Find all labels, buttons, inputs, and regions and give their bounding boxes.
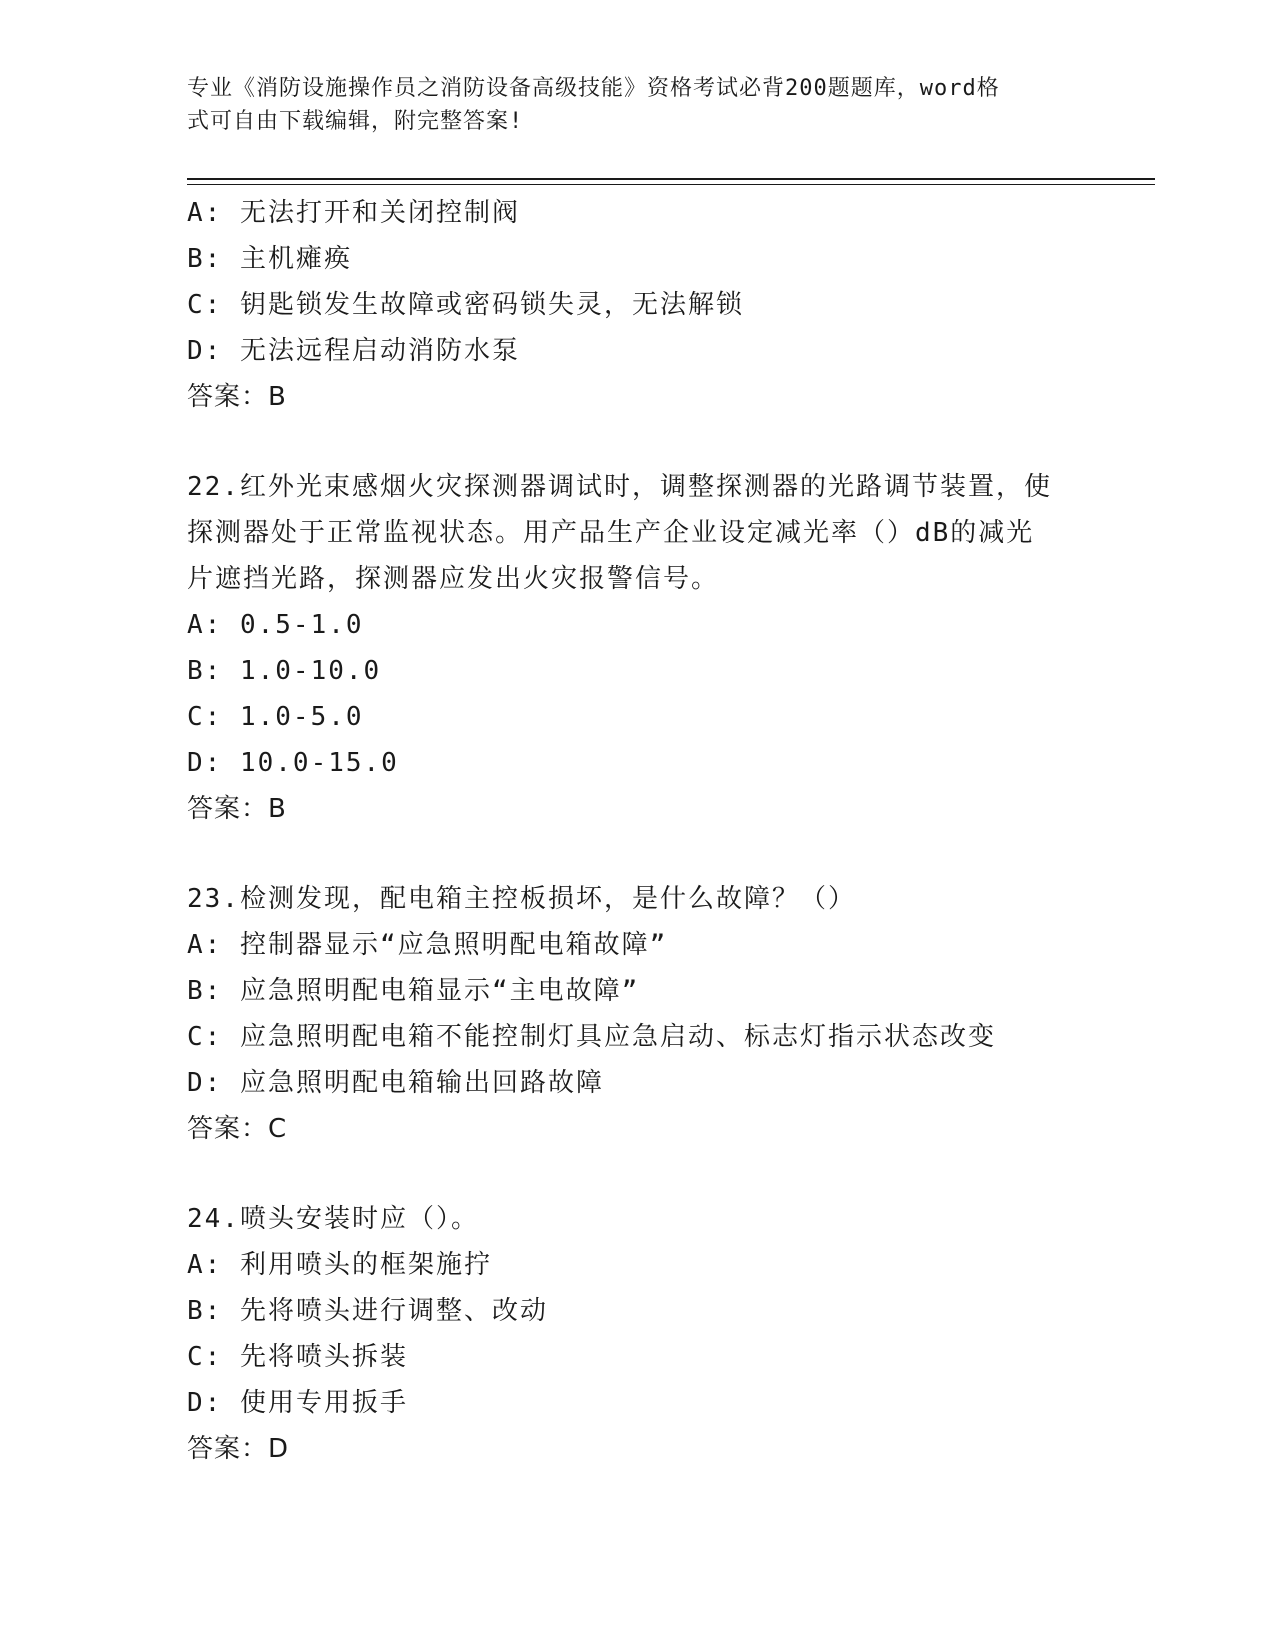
- option-b: B: 1.0-10.0: [187, 656, 382, 686]
- spacer: [187, 832, 1087, 876]
- question-stem-line-3: 片遮挡光路，探测器应发出火灾报警信号。: [187, 564, 720, 594]
- option-d: D: 无法远程启动消防水泵: [187, 336, 520, 366]
- option-d: D: 使用专用扳手: [187, 1388, 408, 1418]
- option-a: A: 0.5-1.0: [187, 610, 364, 640]
- option-a: A: 无法打开和关闭控制阀: [187, 198, 520, 228]
- option-c: C: 应急照明配电箱不能控制灯具应急启动、标志灯指示状态改变: [187, 1022, 996, 1052]
- answer-line: 答案：D: [187, 1434, 290, 1464]
- option-a: A: 利用喷头的框架施拧: [187, 1250, 492, 1280]
- answer-line: 答案：B: [187, 382, 287, 412]
- header-line-1: 专业《消防设施操作员之消防设备高级技能》资格考试必背200题题库，word格: [187, 76, 1000, 101]
- option-b: B: 应急照明配电箱显示“主电故障”: [187, 976, 640, 1006]
- question-stem: 24.喷头安装时应（）。: [187, 1204, 479, 1234]
- option-a: A: 控制器显示“应急照明配电箱故障”: [187, 930, 668, 960]
- question-21-continued: [187, 190, 1087, 420]
- spacer: [187, 420, 1087, 464]
- header-divider-thin: [187, 184, 1155, 185]
- question-22: [187, 464, 1087, 832]
- option-c: C: 1.0-5.0: [187, 702, 364, 732]
- option-b: B: 主机瘫痪: [187, 244, 352, 274]
- question-stem-line-2: 探测器处于正常监视状态。用产品生产企业设定减光率（）dB的减光: [187, 518, 1035, 548]
- question-stem: 23.检测发现，配电箱主控板损坏，是什么故障？（）: [187, 884, 856, 914]
- option-d: D: 10.0-15.0: [187, 748, 399, 778]
- option-d: D: 应急照明配电箱输出回路故障: [187, 1068, 604, 1098]
- header-divider-thick: [187, 178, 1155, 180]
- spacer: [187, 1152, 1087, 1196]
- option-c: C: 钥匙锁发生故障或密码锁失灵，无法解锁: [187, 290, 744, 320]
- header-line-2: 式可自由下载编辑，附完整答案!: [187, 109, 524, 134]
- question-stem-line-1: 22.红外光束感烟火灾探测器调试时，调整探测器的光路调节装置，使: [187, 472, 1052, 502]
- option-b: B: 先将喷头进行调整、改动: [187, 1296, 548, 1326]
- question-24: [187, 1196, 1087, 1472]
- question-list: [187, 190, 1087, 1472]
- option-c: C: 先将喷头拆装: [187, 1342, 408, 1372]
- question-23: [187, 876, 1087, 1152]
- answer-line: 答案：B: [187, 794, 287, 824]
- document-header: [187, 72, 1067, 138]
- answer-line: 答案：C: [187, 1114, 288, 1144]
